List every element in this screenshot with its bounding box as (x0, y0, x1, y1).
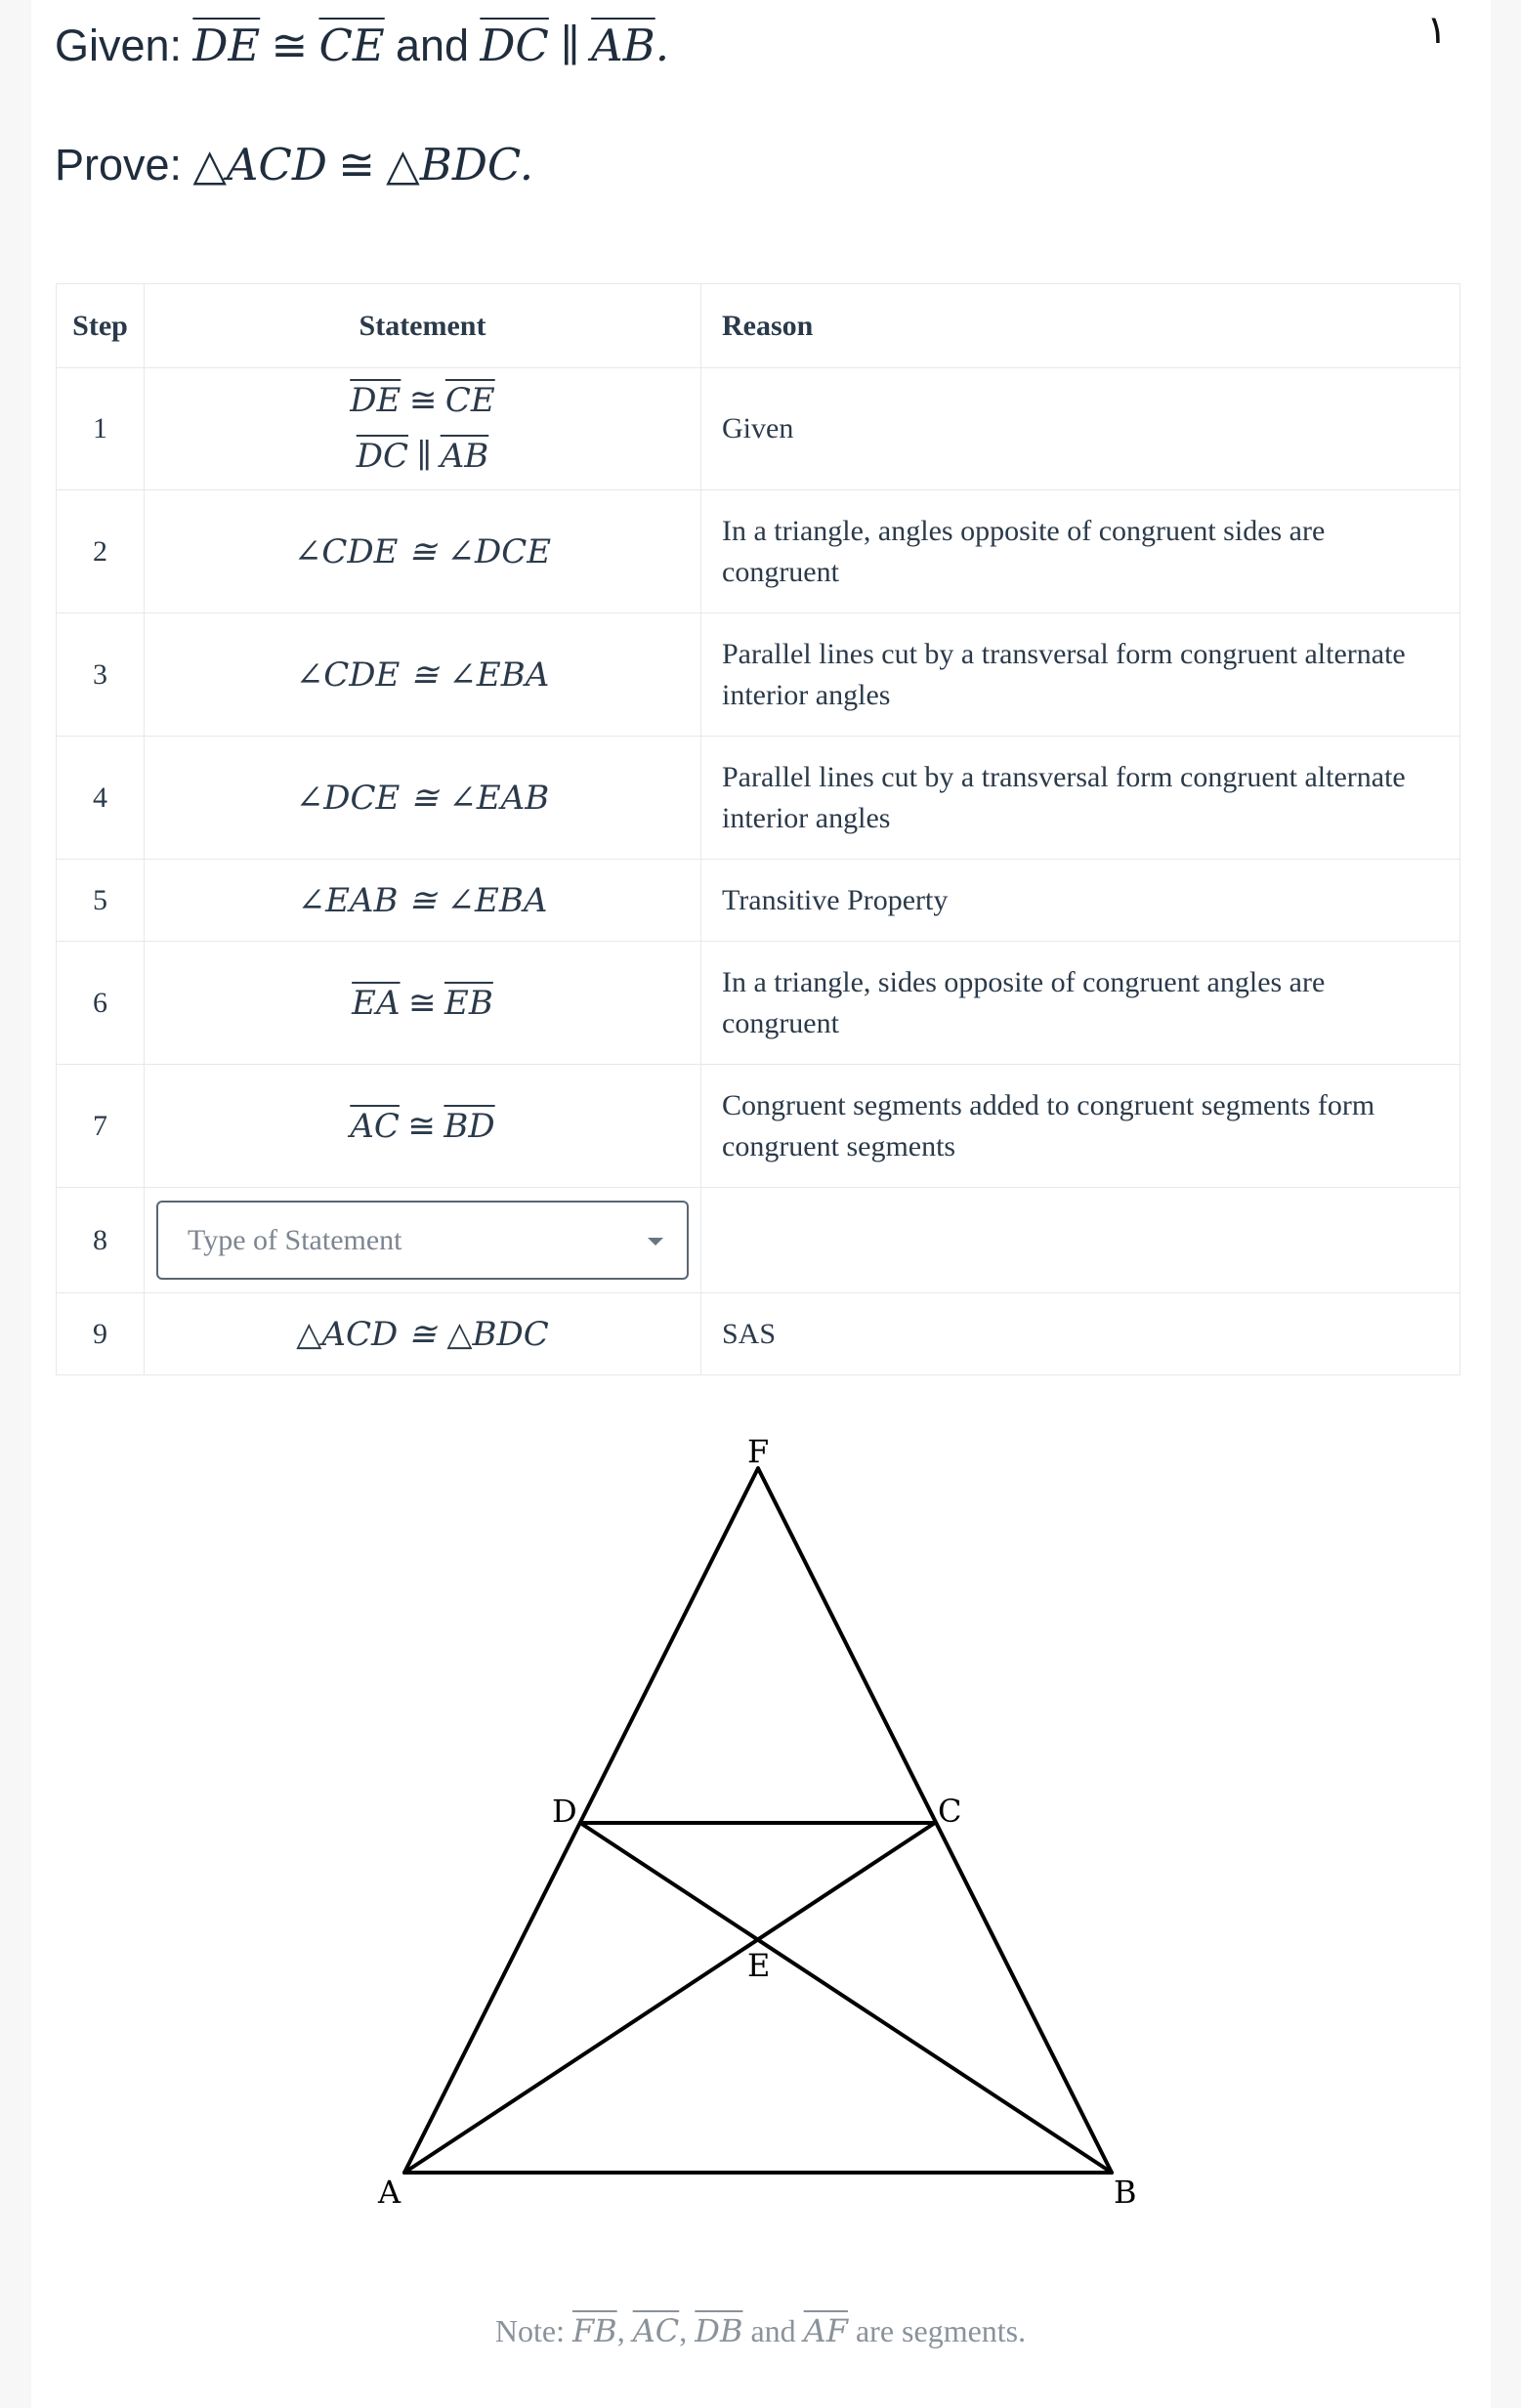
segment: $\overline{AB}$ (440, 437, 489, 476)
step-number: 6 (57, 942, 145, 1065)
given-segment-ce: $\overline{CE}$ (318, 20, 385, 71)
statement-cell: ∠EAB ≅ ∠EBA (145, 860, 701, 942)
prove-label: Prove: (55, 140, 183, 190)
given-and: and (396, 21, 470, 70)
segment: $\overline{DE}$ (350, 381, 401, 420)
given-parallel-symbol: ∥ (560, 20, 580, 71)
note-prefix: Note: (494, 2313, 565, 2348)
segment: $\overline{BD}$ (444, 1106, 495, 1146)
statement-cell: ∠CDE ≅ ∠EBA (145, 613, 701, 737)
note-segment-af: $\overline{AF}$ (803, 2312, 848, 2349)
segment: $\overline{AC}$ (350, 1106, 400, 1146)
congruent-symbol: ≅ (408, 983, 437, 1023)
step-header: Step (57, 284, 145, 368)
note-comma: , (616, 2313, 625, 2348)
dropdown-placeholder: Type of Statement (188, 1224, 402, 1256)
note-comma: , (679, 2313, 688, 2348)
step-number: 7 (57, 1065, 145, 1188)
reason-cell: In a triangle, angles opposite of congruent sides are congruent (701, 490, 1460, 613)
prove-congruent-symbol: ≅ (338, 139, 375, 190)
given-segment-de: $\overline{DE}$ (192, 20, 261, 71)
given-segment-dc: $\overline{DC}$ (480, 20, 549, 71)
segment: $\overline{CE}$ (444, 381, 495, 420)
label-d: D (552, 1793, 577, 1830)
segment-fb (758, 1468, 1112, 2173)
segment: $\overline{DC}$ (356, 437, 408, 476)
step-number: 4 (57, 737, 145, 860)
reason-cell: Congruent segments added to congruent segments form congruent segments (701, 1065, 1460, 1188)
statement-cell: △ACD ≅ △BDC (145, 1293, 701, 1375)
statement-cell: ∠CDE ≅ ∠DCE (145, 490, 701, 613)
label-a: A (378, 2174, 401, 2211)
note-segment-db: $\overline{DB}$ (695, 2312, 743, 2349)
reason-cell: In a triangle, sides opposite of congruent angles are congruent (701, 942, 1460, 1065)
prove-triangle-acd: △ACD (192, 139, 327, 190)
note-segment-ac: $\overline{AC}$ (632, 2312, 680, 2349)
prove-triangle-bdc: △BDC (386, 139, 520, 190)
label-e: E (747, 1947, 771, 1984)
step-number: 9 (57, 1293, 145, 1375)
given-congruent-symbol: ≅ (271, 20, 309, 71)
statement-header: Statement (145, 284, 701, 368)
segment-fa (404, 1468, 758, 2173)
segment-bd (580, 1823, 1112, 2173)
reason-cell: Given (701, 368, 1460, 490)
reason-header: Reason (701, 284, 1460, 368)
note-segment-fb: $\overline{FB}$ (571, 2312, 617, 2349)
corner-mark: ١ (1426, 8, 1448, 53)
congruent-symbol: ≅ (408, 381, 438, 420)
note-suffix: are segments. (855, 2313, 1027, 2348)
parallel-symbol: ∥ (416, 437, 433, 476)
reason-cell: Parallel lines cut by a transversal form congruent alternate interior angles (701, 613, 1460, 737)
step-number: 3 (57, 613, 145, 737)
segment-ac (404, 1823, 935, 2173)
segment: $\overline{EA}$ (352, 983, 401, 1023)
reason-cell: SAS (701, 1293, 1460, 1375)
step-number: 5 (57, 860, 145, 942)
prove-period: . (519, 139, 534, 190)
note-and: and (750, 2313, 796, 2348)
given-period: . (655, 20, 670, 71)
reason-cell: Transitive Property (701, 860, 1460, 942)
congruent-symbol: ≅ (407, 1106, 436, 1146)
step-number: 1 (57, 368, 145, 490)
step-number: 2 (57, 490, 145, 613)
statement-cell: ∠DCE ≅ ∠EAB (145, 737, 701, 860)
given-segment-ab: $\overline{AB}$ (591, 20, 655, 71)
reason-cell: Parallel lines cut by a transversal form congruent alternate interior angles (701, 737, 1460, 860)
figure-note (0, 2312, 1521, 2349)
segment: $\overline{EB}$ (444, 983, 493, 1023)
given-label: Given: (55, 21, 183, 70)
label-c: C (938, 1793, 962, 1830)
step-number: 8 (57, 1188, 145, 1293)
label-b: B (1114, 2174, 1137, 2211)
label-f: F (747, 1433, 770, 1470)
